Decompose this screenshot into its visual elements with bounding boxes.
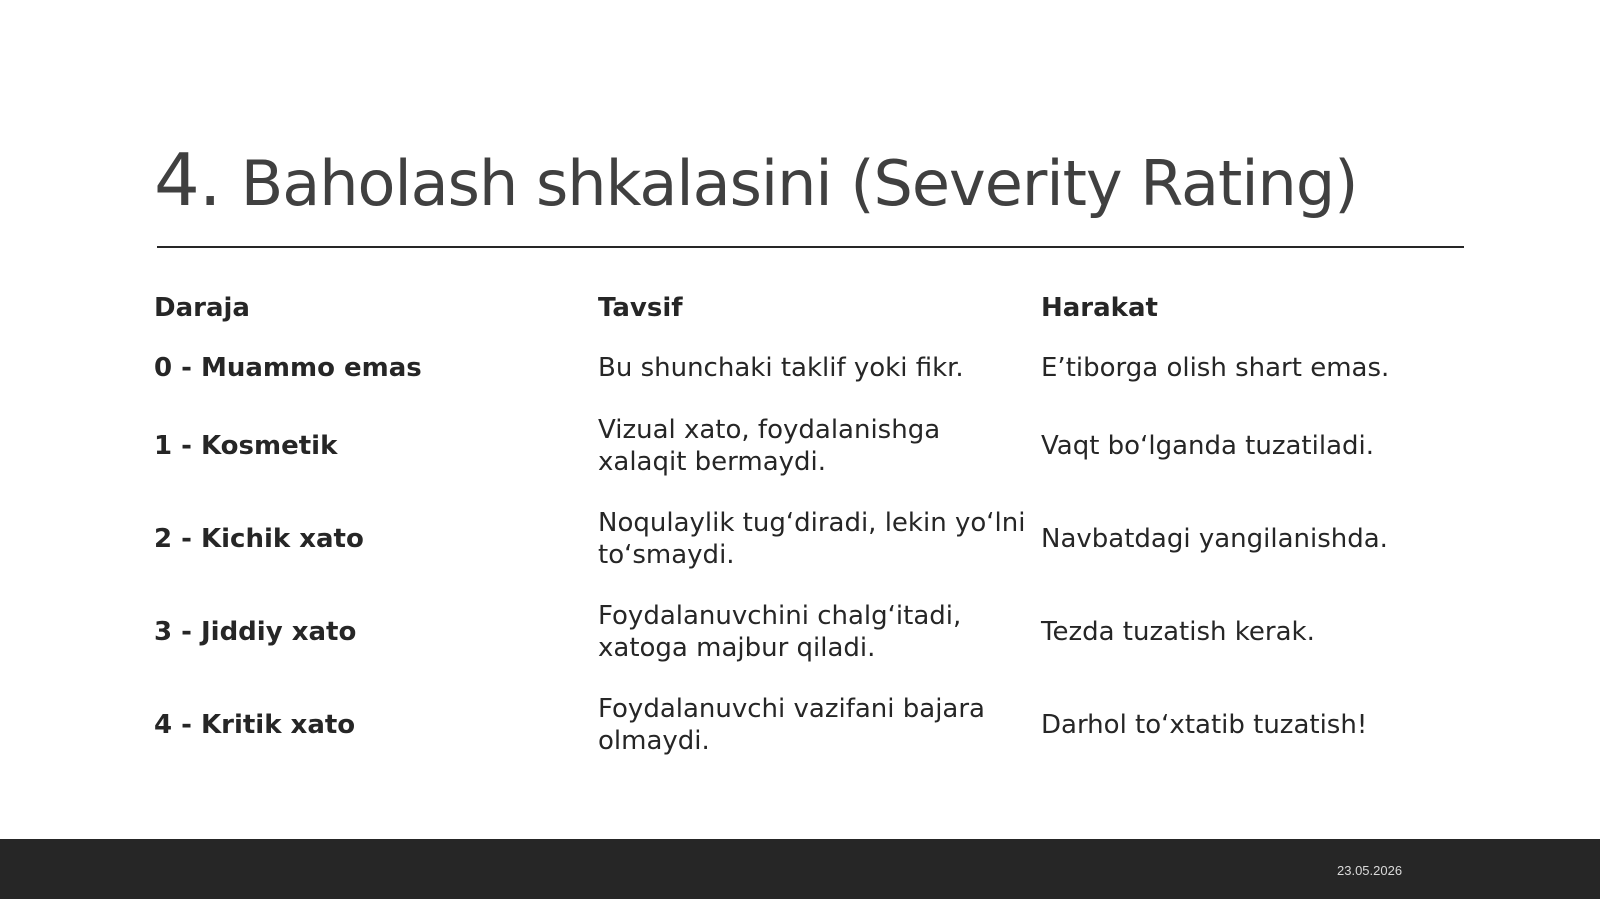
action-cell: Navbatdagi yangilanishda. — [1041, 523, 1388, 554]
action-cell: Tezda tuzatish kerak. — [1041, 616, 1315, 647]
action-cell: E’tiborga olish shart emas. — [1041, 353, 1390, 383]
description-cell: Foydalanuvchini chalg‘itadi, xatoga majbur qiladi. — [598, 600, 962, 663]
level-cell: 0 - Muammo emas — [154, 353, 422, 383]
level-cell: 3 - Jiddiy xato — [154, 616, 357, 647]
table-row — [154, 585, 1464, 678]
title-number: 4. — [154, 138, 221, 222]
footer-bar — [0, 839, 1600, 899]
description-cell: Vizual xato, foydalanishga xalaqit bermaydi. — [598, 415, 941, 477]
table-row — [154, 678, 1464, 771]
level-cell: 4 - Kritik xato — [154, 709, 356, 740]
level-cell: 1 - Kosmetik — [154, 431, 338, 461]
description-cell: Noqulaylik tug‘diradi, lekin yo‘lni to‘smaydi. — [598, 507, 1026, 570]
severity-table — [154, 280, 1464, 771]
level-cell: 2 - Kichik xato — [154, 523, 364, 554]
table-row — [154, 400, 1464, 492]
table-row — [154, 336, 1464, 400]
header-level: Daraja — [154, 293, 250, 323]
footer-date: 23.05.2026 — [1337, 863, 1403, 878]
description-cell: Bu shunchaki taklif yoki fikr. — [598, 353, 964, 383]
table-header-row — [154, 280, 1464, 336]
table-row — [154, 492, 1464, 585]
action-cell: Darhol to‘xtatib tuzatish! — [1041, 709, 1368, 740]
title-text: Baholash shkalasini (Severity Rating) — [240, 147, 1358, 220]
header-description: Tavsif — [598, 293, 683, 323]
description-cell: Foydalanuvchi vazifani bajara olmaydi. — [598, 693, 985, 756]
header-action: Harakat — [1041, 293, 1158, 323]
slide-title — [154, 130, 1357, 230]
title-divider — [157, 246, 1464, 248]
action-cell: Vaqt bo‘lganda tuzatiladi. — [1041, 431, 1374, 461]
